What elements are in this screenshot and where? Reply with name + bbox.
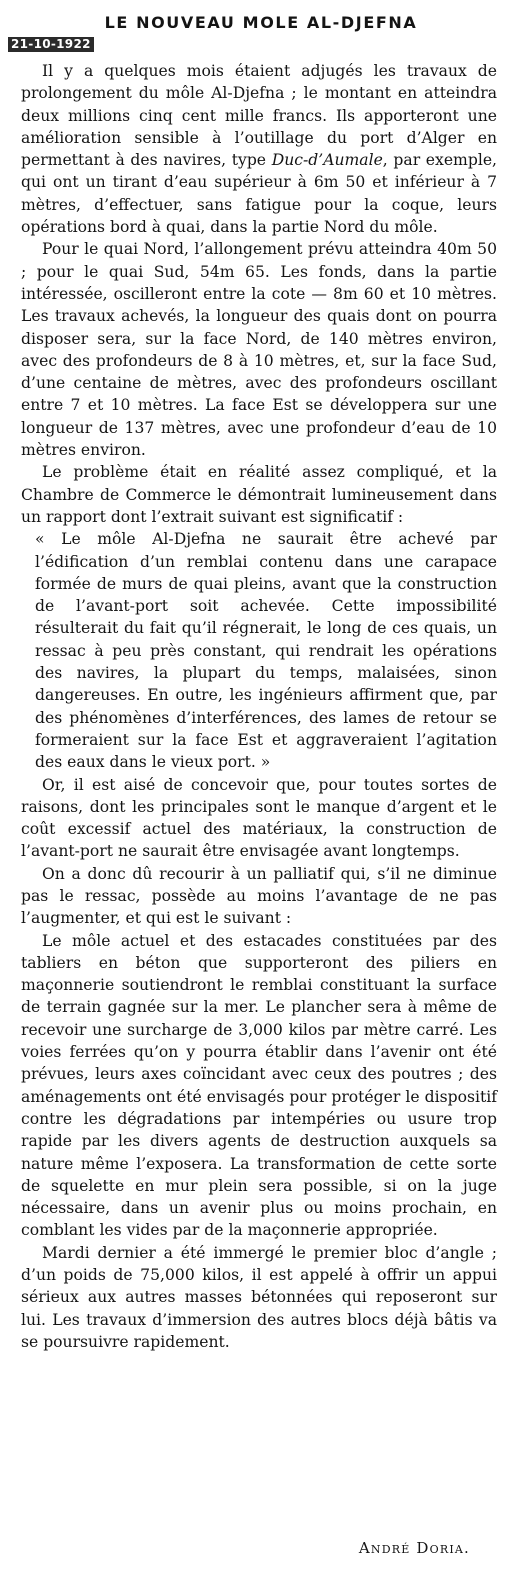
paragraph-6: On a donc dû recourir à un palliatif qui, s’il ne diminue pas le ressac, possède au moins l’avantage de ne pas l’augmenter, et qui est le suivant :: [21, 864, 497, 928]
paragraph-3: Le problème était en réalité assez compliqué, et la Chambre de Commerce le démontrait lumineusement dans un rapport dont l’extrait suivant est significatif :: [21, 463, 497, 526]
paragraph-1-text-b: , par exemple, qui ont un tirant d’eau supérieur à 6m 50 et inférieur à 7 mètres, d’effectuer, sans fatigue pour la coque, leurs opérations bord à quai, dans la partie Nord du môle.: [21, 151, 497, 237]
quoted-report: « Le môle Al-Djefna ne saurait être achevé par l’édification d’un remblai contenu dans une carapace formée de murs de quai pleins, avant que la construction de l’avant-port soit achevée. Cette impossibilité résulterait du fait qu’il régnerait, le long de ces quais, un ressac à peu près constant, qui rendrait les opérations des navires, la plupart du temps, malaisées, sinon dangereuses. En outre, les ingénieurs affirment que, par des phénomènes d’interférences, des lames de retour se formeraient sur la face Est et aggraveraient l’agitation des eaux dans le vieux port. »: [35, 530, 497, 772]
paragraph-7: Le môle actuel et des estacades constituées par des tabliers en béton que supporteront des piliers en maçonnerie soutiendront le remblai constituant la surface de terrain gagnée sur la mer. Le plancher sera à même de recevoir une surcharge de 3,000 kilos par mètre carré. Les voies ferrées qu’on y pourra établir dans l’avenir ont été prévues, leurs axes coïncidant avec ceux des poutres ; des aménagements ont été envisagés pour protéger le dispositif contre les dégradations par intempéries ou usure trop rapide par les divers agents de destruction auxquels sa nature même l’exposera. La transformation de cette sorte de squelette en mur plein sera possible, si on la juge nécessaire, dans un avenir plus ou moins prochain, en comblant les vides par de la maçonnerie appropriée.: [21, 931, 497, 1240]
paragraph-2: Pour le quai Nord, l’allongement prévu atteindra 40m 50 ; pour le quai Sud, 54m 65. Les fonds, dans la partie intéressée, oscilleront entre la cote — 8m 60 et 10 mètres. Les travaux achevés, la longueur des quais dont on pourra disposer sera, sur la face Nord, de 140 mètres environ, avec des profondeurs de 8 à 10 mètres, et, sur la face Sud, d’une centaine de mètres, avec des profondeurs oscillant entre 7 et 10 mètres. La face Est se développera sur une longueur de 137 mètres, avec une profondeur d’eau de 10 mètres environ.: [21, 240, 497, 460]
date-stamp: 21-10-1922: [8, 37, 94, 52]
paragraph-8: Mardi dernier a été immergé le premier bloc d’angle ; d’un poids de 75,000 kilos, il est appelé à offrir un appui sérieux aux autres masses bétonnées qui reposeront sur lui. Les travaux d’immersion des autres blocs déjà bâtis va se poursuivre rapidement.: [21, 1243, 497, 1351]
paragraph-5: Or, il est aisé de concevoir que, pour toutes sortes de raisons, dont les principales sont le manque d’argent et le coût excessif actuel des matériaux, la construction de l’avant-port ne saurait être envisagée avant longtemps.: [21, 775, 497, 861]
article-body: [21, 60, 497, 1353]
article-headline: LE NOUVEAU MOLE AL-DJEFNA: [104, 13, 418, 32]
paragraph-1-text-a: Il y a quelques mois étaient adjugés les travaux de prolongement du môle Al-Djefna ; le montant en atteindra deux millions cinq cent mille francs. Ils apporteront une amélioration sensible à l’outillage du port d’Alger en permettant à des navires, type: [21, 62, 497, 170]
ship-name: Duc-d’Aumale: [271, 151, 383, 170]
author-signature: André Doria.: [358, 1539, 470, 1557]
paragraph-1: [21, 60, 497, 238]
